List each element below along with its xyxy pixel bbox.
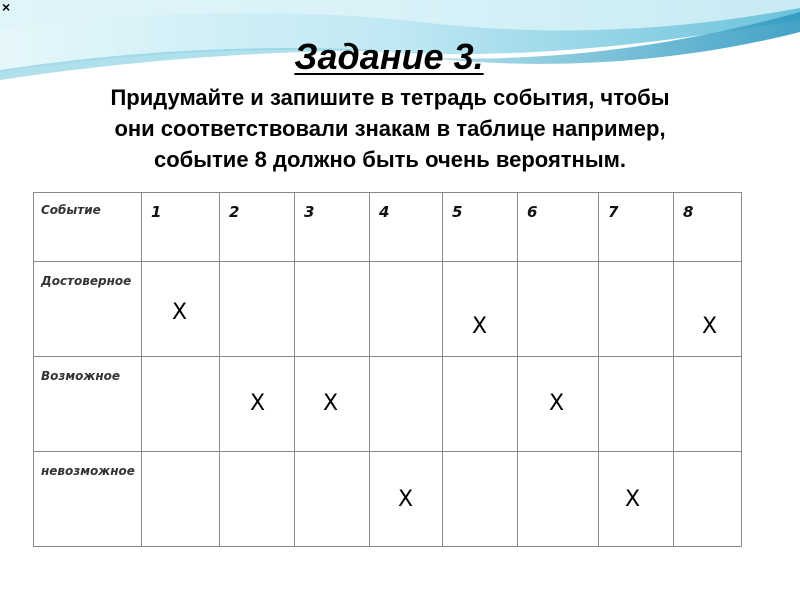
- corner-cell: [34, 193, 142, 262]
- table-row-certain: [34, 262, 742, 357]
- column-number: 1: [151, 203, 162, 221]
- table-cell: [142, 262, 220, 357]
- table-cell: [142, 357, 220, 452]
- column-header: [443, 193, 518, 262]
- column-header: [674, 193, 742, 262]
- column-number: 3: [304, 203, 315, 221]
- table-cell: [220, 357, 295, 452]
- x-mark: X: [702, 314, 718, 339]
- column-number: 6: [527, 203, 538, 221]
- table-cell: [443, 262, 518, 357]
- table-cell: [674, 452, 742, 547]
- table-cell: [674, 357, 742, 452]
- x-mark: X: [250, 391, 266, 416]
- table-cell: [142, 452, 220, 547]
- row-label-cell: [34, 452, 142, 547]
- header-row: [34, 193, 742, 262]
- table-row-possible: [34, 357, 742, 452]
- table-cell: [370, 357, 443, 452]
- table-cell: [443, 357, 518, 452]
- column-header: [518, 193, 599, 262]
- row-label: невозможное: [41, 464, 135, 478]
- column-number: 7: [608, 203, 619, 221]
- column-header: [220, 193, 295, 262]
- table-cell: [599, 262, 674, 357]
- column-number: 4: [379, 203, 390, 221]
- table-cell: [295, 452, 370, 547]
- x-mark: X: [625, 487, 641, 512]
- x-mark: X: [172, 300, 188, 325]
- table-cell: [599, 452, 674, 547]
- task-text: [30, 82, 750, 175]
- column-header: [599, 193, 674, 262]
- table-cell: [518, 452, 599, 547]
- table-cell: [295, 357, 370, 452]
- table-cell: [518, 262, 599, 357]
- events-table: [33, 192, 742, 547]
- column-header: [370, 193, 443, 262]
- table-cell: [220, 262, 295, 357]
- corner-label: Событие: [41, 203, 101, 217]
- table-cell: [370, 452, 443, 547]
- table-cell: [443, 452, 518, 547]
- table-cell: [220, 452, 295, 547]
- column-number: 8: [683, 203, 694, 221]
- table-cell: [674, 262, 742, 357]
- x-mark: X: [398, 487, 414, 512]
- task-line: Придумайте и запишите в тетрадь события, чтобы: [110, 85, 670, 110]
- x-mark: X: [323, 391, 339, 416]
- column-number: 5: [452, 203, 463, 221]
- table-cell: [370, 262, 443, 357]
- table-cell: [295, 262, 370, 357]
- column-header: [142, 193, 220, 262]
- x-mark: X: [549, 391, 565, 416]
- table-cell: [518, 357, 599, 452]
- row-label-cell: [34, 262, 142, 357]
- task-line: они соответствовали знакам в таблице например,: [114, 116, 666, 141]
- table-cell: [599, 357, 674, 452]
- slide-title: Задание 3.: [294, 36, 484, 77]
- row-label-cell: [34, 357, 142, 452]
- column-number: 2: [229, 203, 240, 221]
- row-label: Достоверное: [41, 274, 132, 288]
- task-line: событие 8 должно быть очень вероятным.: [153, 147, 627, 172]
- close-icon[interactable]: ×: [2, 0, 11, 15]
- x-mark: X: [472, 314, 488, 339]
- row-label: Возможное: [41, 369, 121, 383]
- column-header: [295, 193, 370, 262]
- table-row-impossible: [34, 452, 742, 547]
